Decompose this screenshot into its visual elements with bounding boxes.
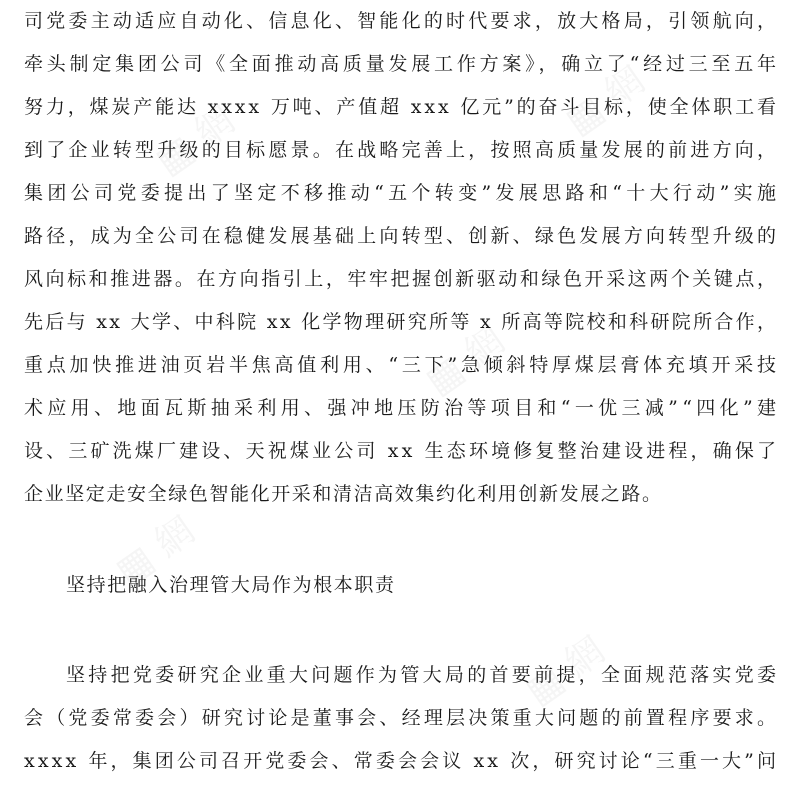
- line-text: 会（党委常委会）研究讨论是董事会、经理层决策重大问题的前置程序要求。: [24, 707, 780, 729]
- line-text: 路径，成为全公司在稳健发展基础上向转型、创新、绿色发展方向转型升级的: [24, 225, 780, 247]
- watermark: ▦ 網: [107, 507, 203, 594]
- line-text: 到了企业转型升级的目标愿景。在战略完善上，按照高质量发展的前进方向，: [24, 139, 780, 161]
- line-text: 风向标和推进器。在方向指引上，牢牢把握创新驱动和绿色开采这两个关键点，: [24, 268, 779, 290]
- line-text: 先后与 xx 大学、中科院 xx 化学物理研究所等 x 所高等院校和科研院所合作，: [24, 311, 779, 333]
- line-text: 重点加快推进油页岩半焦高值利用、“三下”急倾斜特厚煤层膏体充填开采技: [24, 354, 780, 376]
- line-text: 努力，煤炭产能达 xxxx 万吨、产值超 xxx 亿元”的奋斗目标，使全体职工看: [24, 96, 779, 118]
- line-text: xxxx 年，集团公司召开党委会、常委会会议 xx 次，研究讨论“三重一大”问: [24, 750, 780, 772]
- line-text: 术应用、地面瓦斯抽采利用、强冲地压防治等项目和“一优三减”“四化”建: [24, 397, 781, 419]
- line-text: 企业坚定走安全绿色智能化开采和清洁高效集约化利用创新发展之路。: [24, 483, 663, 505]
- line-text: 坚持把党委研究企业重大问题作为管大局的首要前提，全面规范落实党委: [66, 664, 780, 686]
- line-text: 坚持把融入治理管大局作为根本职责: [66, 574, 396, 596]
- line-text: 集团公司党委提出了坚定不移推动“五个转变”发展思路和“十大行动”实施: [24, 182, 781, 204]
- watermark: ▦ 網: [147, 97, 243, 184]
- watermark: ▦ 網: [417, 317, 513, 404]
- line-text: 司党委主动适应自动化、信息化、智能化的时代要求，放大格局，引领航向，: [24, 10, 780, 32]
- watermark: ▦ 網: [557, 57, 653, 144]
- line-text: 牵头制定集团公司《全面推动高质量发展工作方案》，确立了“经过三至五年: [24, 53, 780, 75]
- watermark: ▦ 網: [517, 627, 613, 714]
- line-text: 设、三矿洗煤厂建设、天祝煤业公司 xx 生态环境修复整治建设进程，确保了: [24, 440, 780, 462]
